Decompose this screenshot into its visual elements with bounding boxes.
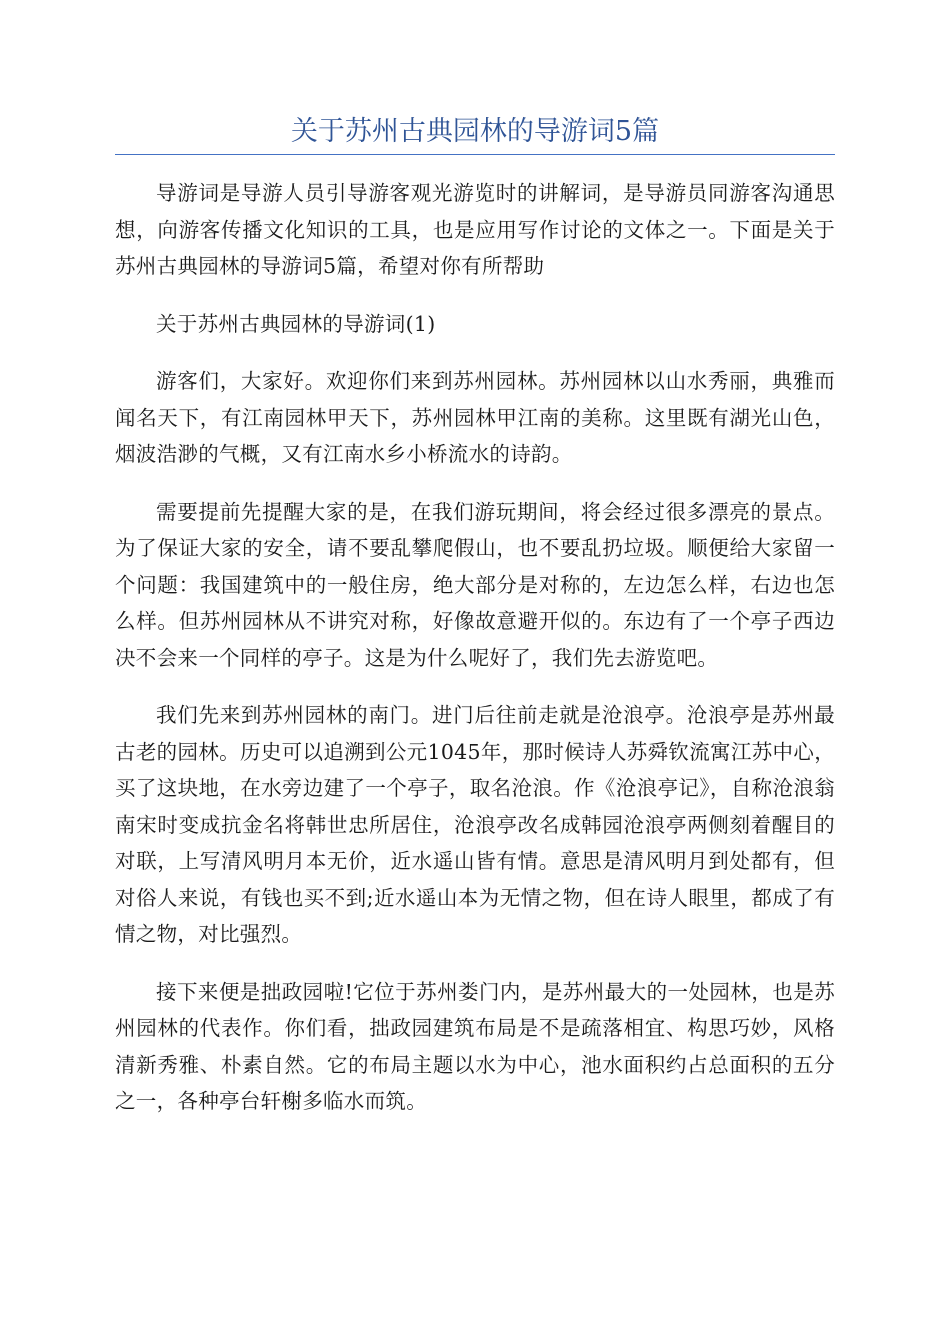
title-underline <box>115 154 835 155</box>
intro-paragraph: 导游词是导游人员引导游客观光游览时的讲解词，是导游员同游客沟通思想，向游客传播文化知识的工具，也是应用写作讨论的文体之一。下面是关于苏州古典园林的导游词5篇，希望对你有所帮助 <box>115 181 835 278</box>
document-body <box>115 175 835 1141</box>
section-heading: 关于苏州古典园林的导游词(1) <box>156 311 436 336</box>
body-paragraph: 游客们，大家好。欢迎你们来到苏州园林。苏州园林以山水秀丽，典雅而闻名天下，有江南园林甲天下，苏州园林甲江南的美称。这里既有湖光山色，烟波浩渺的气概，又有江南水乡小桥流水的诗韵。 <box>115 369 835 466</box>
body-paragraph: 需要提前先提醒大家的是，在我们游玩期间，将会经过很多漂亮的景点。为了保证大家的安全，请不要乱攀爬假山，也不要乱扔垃圾。顺便给大家留一个问题：我国建筑中的一般住房，绝大部分是对称的，左边怎么样，右边也怎么样。但苏州园林从不讲究对称，好像故意避开似的。东边有了一个亭子西边决不会来一个同样的亭子。这是为什么呢好了，我们先去游览吧。 <box>115 499 835 670</box>
body-paragraph: 我们先来到苏州园林的南门。进门后往前走就是沧浪亭。沧浪亭是苏州最古老的园林。历史可以追溯到公元1045年，那时候诗人苏舜钦流寓江苏中心，买了这块地，在水旁边建了一个亭子，取名沧浪。作《沧浪亭记》，自称沧浪翁南宋时变成抗金名将韩世忠所居住，沧浪亭改名成韩园沧浪亭两侧刻着醒目的对联，上写清风明月本无价，近水遥山皆有情。意思是清风明月到处都有，但对俗人来说，有钱也买不到;近水遥山本为无情之物，但在诗人眼里，都成了有情之物，对比强烈。 <box>115 703 835 946</box>
body-paragraph: 接下来便是拙政园啦!它位于苏州娄门内，是苏州最大的一处园林，也是苏州园林的代表作。你们看，拙政园建筑布局是不是疏落相宜、构思巧妙，风格清新秀雅、朴素自然。它的布局主题以水为中心，池水面积约占总面积的五分之一，各种亭台轩榭多临水而筑。 <box>115 979 835 1113</box>
page-title: 关于苏州古典园林的导游词5篇 <box>290 116 660 147</box>
